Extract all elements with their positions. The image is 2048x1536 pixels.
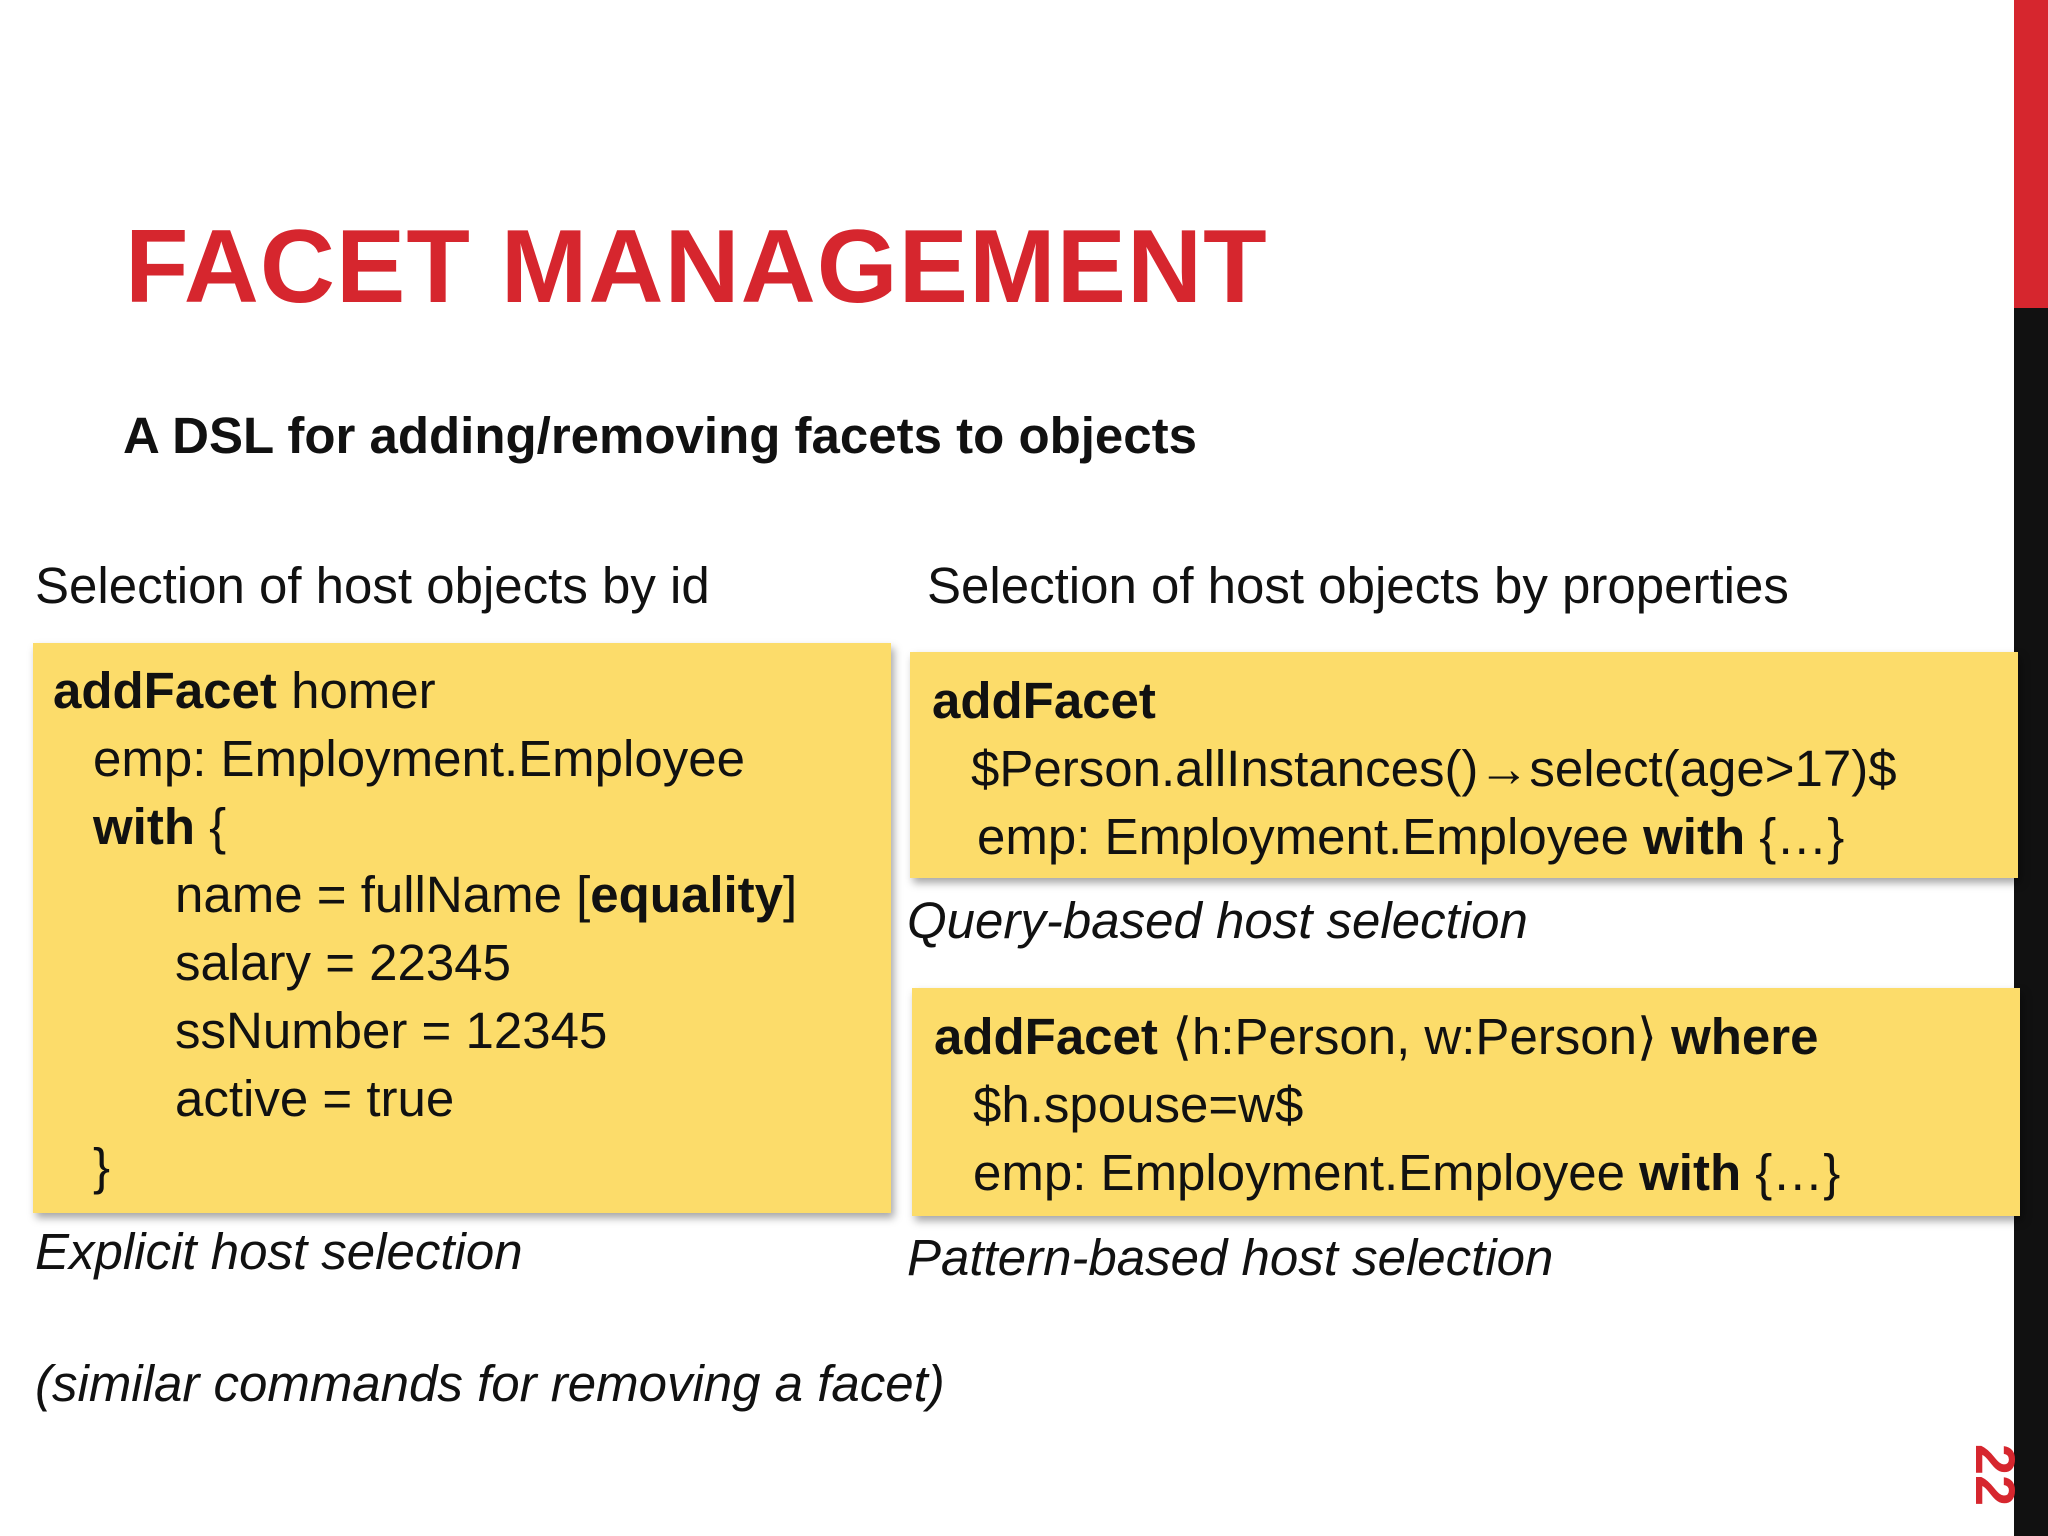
pattern-selection-caption: Pattern-based host selection <box>907 1229 1554 1286</box>
code-text: name = fullName [ <box>175 866 591 923</box>
code-keyword: with <box>93 798 195 855</box>
footer-note: (similar commands for removing a facet) <box>35 1355 945 1412</box>
code-line <box>912 1139 2020 1207</box>
code-text: emp: Employment.Employee <box>977 808 1644 865</box>
code-text: ssNumber = 12345 <box>175 1002 608 1059</box>
code-keyword: equality <box>590 866 784 923</box>
code-line <box>912 1071 2020 1139</box>
code-keyword: where <box>1671 1008 1819 1065</box>
explicit-selection-caption: Explicit host selection <box>35 1223 523 1280</box>
code-text: } <box>93 1138 111 1195</box>
code-keyword: addFacet <box>934 1008 1158 1065</box>
right-heading: Selection of host objects by properties <box>927 557 1789 614</box>
code-text: ⟨h:Person, w:Person⟩ <box>1157 1008 1672 1065</box>
code-keyword: addFacet <box>53 662 277 719</box>
code-line <box>910 803 2018 871</box>
explicit-selection-code-box <box>33 643 891 1213</box>
code-text: emp: Employment.Employee <box>93 730 745 787</box>
code-line <box>33 997 891 1065</box>
code-line <box>910 667 2018 735</box>
code-text: {…} <box>1741 1144 1841 1201</box>
code-line <box>33 793 891 861</box>
code-text: ] <box>783 866 798 923</box>
code-text: {…} <box>1745 808 1845 865</box>
code-line <box>33 657 891 725</box>
code-line <box>33 1065 891 1133</box>
slide-subtitle: A DSL for adding/removing facets to objects <box>123 407 1197 464</box>
code-keyword: with <box>1639 1144 1742 1201</box>
code-line <box>912 1003 2020 1071</box>
code-text: emp: Employment.Employee <box>973 1144 1640 1201</box>
code-line <box>910 735 2018 803</box>
side-bar-red <box>2014 0 2048 308</box>
code-text: $h.spouse=w$ <box>973 1076 1304 1133</box>
query-selection-code-box <box>910 652 2018 878</box>
code-text: salary = 22345 <box>175 934 511 991</box>
code-line <box>33 1133 891 1201</box>
slide-title: FACET MANAGEMENT <box>125 209 1268 325</box>
code-text: { <box>194 798 227 855</box>
code-text: active = true <box>175 1070 455 1127</box>
side-bar-black <box>2014 308 2048 1536</box>
left-heading: Selection of host objects by id <box>35 557 710 614</box>
pattern-selection-code-box <box>912 988 2020 1216</box>
code-line <box>33 725 891 793</box>
code-text: $Person.allInstances()→select(age>17)$ <box>971 740 1897 797</box>
code-keyword: addFacet <box>932 672 1156 729</box>
code-line <box>33 929 891 997</box>
code-line <box>33 861 891 929</box>
code-text: homer <box>276 662 436 719</box>
page-number: 22 <box>1964 1443 2027 1507</box>
code-keyword: with <box>1643 808 1746 865</box>
query-selection-caption: Query-based host selection <box>907 892 1528 949</box>
